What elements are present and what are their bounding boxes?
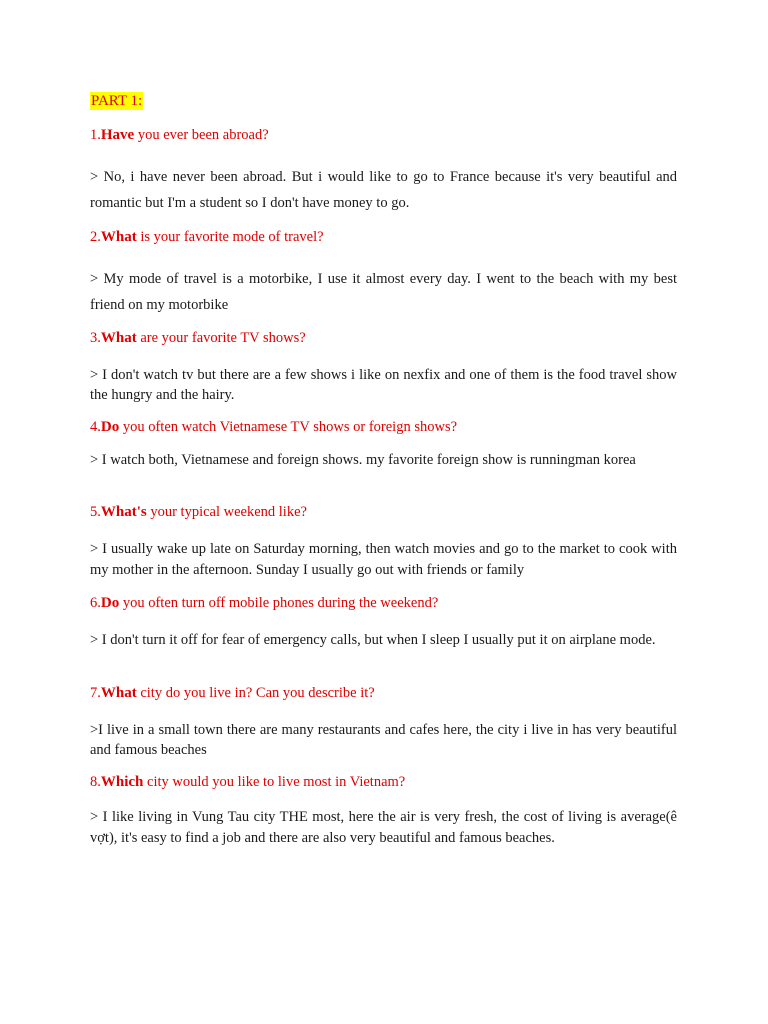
question-number: 2. [90, 229, 101, 245]
question-2 [90, 228, 677, 246]
question-keyword: Do [100, 419, 120, 435]
answer-2: > My mode of travel is a motorbike, I use it almost every day. I went to the beach with my best friend on my motorbike [90, 271, 677, 313]
answer-7: >I live in a small town there are many restaurants and cafes here, the city i live in has very beautiful and famous beaches [90, 722, 677, 758]
qa-item-2 [90, 228, 677, 318]
qa-item-5 [90, 503, 677, 581]
question-number: 1. [90, 127, 101, 143]
question-keyword: What [100, 229, 137, 245]
question-number: 7. [90, 685, 101, 701]
question-text: you ever been abroad? [134, 127, 269, 143]
question-6 [90, 594, 677, 612]
question-8 [90, 773, 677, 791]
question-text: your typical weekend like? [146, 504, 307, 520]
question-number: 8. [90, 774, 101, 790]
question-5 [90, 503, 677, 521]
part-title: PART 1: [91, 93, 143, 109]
question-number: 4. [90, 419, 101, 435]
question-keyword: What [100, 330, 137, 346]
answer-6: > I don't turn it off for fear of emergency calls, but when I sleep I usually put it on airplane mode. [90, 632, 656, 648]
question-number: 6. [90, 595, 101, 611]
answer-4: > I watch both, Vietnamese and foreign shows. my favorite foreign show is runningman korea [90, 452, 636, 468]
question-text: are your favorite TV shows? [136, 330, 306, 346]
question-keyword: What [100, 685, 137, 701]
question-text: you often watch Vietnamese TV shows or foreign shows? [119, 419, 458, 435]
question-7 [90, 684, 677, 702]
question-keyword: Do [100, 595, 120, 611]
question-3 [90, 329, 677, 347]
question-keyword: Have [100, 127, 135, 143]
qa-item-3 [90, 329, 677, 405]
qa-item-7 [90, 684, 677, 760]
qa-item-4 [90, 418, 677, 470]
qa-item-6 [90, 594, 677, 651]
answer-3: > I don't watch tv but there are a few shows i like on nexfix and one of them is the food travel show the hungry and the hairy. [90, 367, 677, 403]
question-text: city do you live in? Can you describe it? [136, 685, 375, 701]
question-4 [90, 418, 677, 436]
qa-item-1 [90, 126, 677, 216]
answer-8: > I like living in Vung Tau city THE most, here the air is very fresh, the cost of living is average(ê vợt), it's easy to find a job and there are also very beautiful and famous beaches. [90, 809, 677, 846]
qa-item-8 [90, 773, 677, 849]
question-1 [90, 126, 677, 144]
question-keyword: What's [100, 504, 147, 520]
question-text: city would you like to live most in Vietnam? [143, 774, 406, 790]
question-number: 3. [90, 330, 101, 346]
question-text: is your favorite mode of travel? [136, 229, 324, 245]
answer-1: > No, i have never been abroad. But i would like to go to France because it's very beautiful and romantic but I'm a student so I don't have money to go. [90, 169, 677, 211]
question-number: 5. [90, 504, 101, 520]
question-keyword: Which [100, 774, 144, 790]
document-page [90, 92, 677, 846]
question-text: you often turn off mobile phones during the weekend? [119, 595, 439, 611]
answer-5: > I usually wake up late on Saturday morning, then watch movies and go to the market to cook with my mother in the afternoon. Sunday I usually go out with friends or family [90, 541, 677, 578]
